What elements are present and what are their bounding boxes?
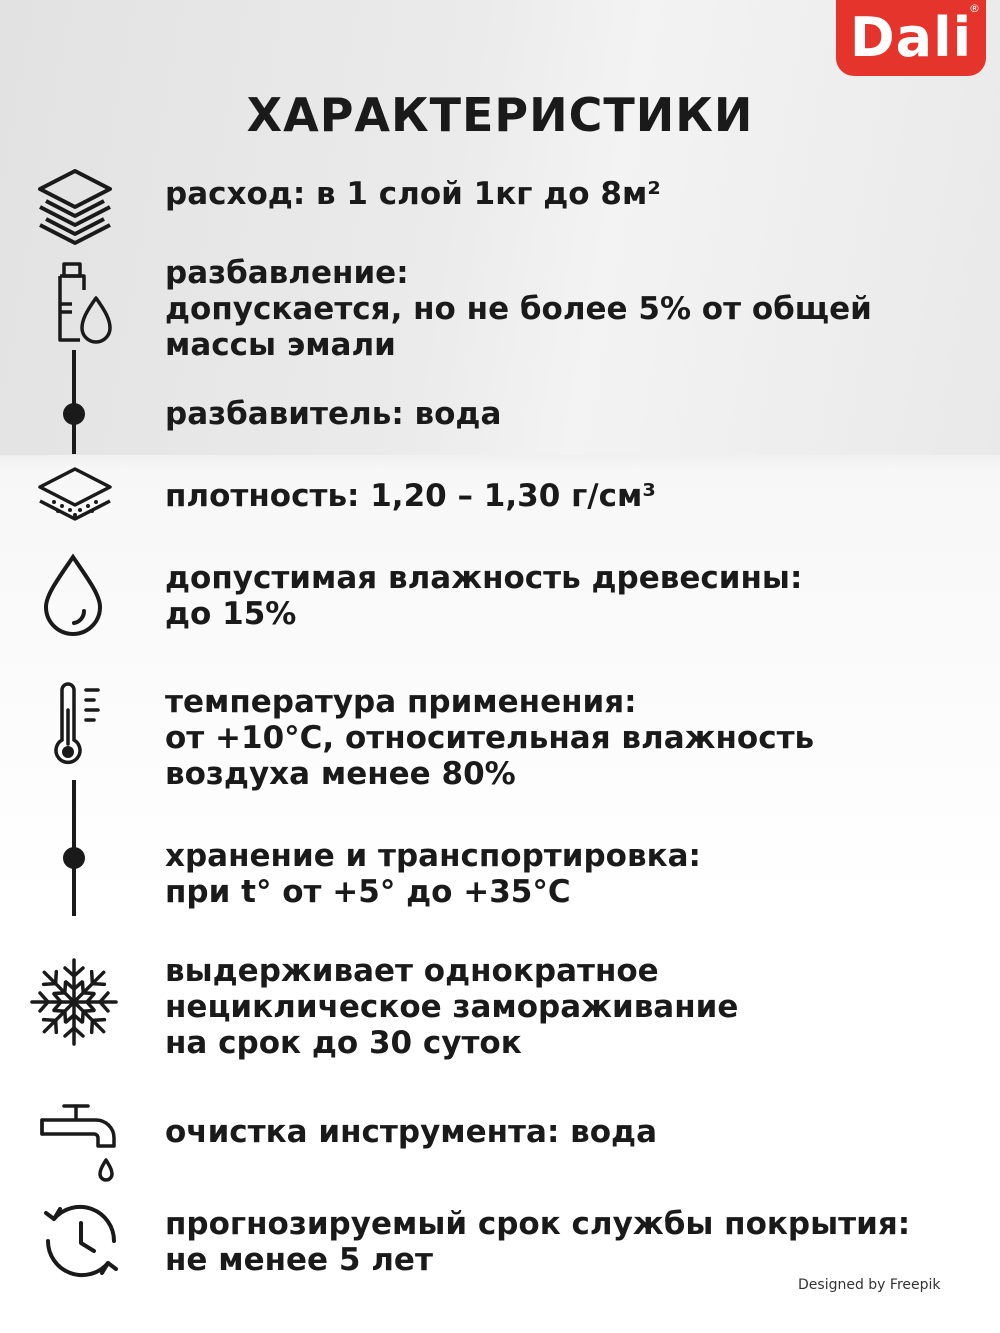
spec-line: хранение и транспортировка:: [165, 838, 701, 874]
spec-line: воздуха менее 80%: [165, 756, 516, 792]
spec-line: при t° от +5° до +35°C: [165, 874, 571, 910]
spec-line: допустимая влажность древесины:: [165, 560, 803, 596]
spec-line: на срок до 30 суток: [165, 1025, 522, 1061]
spec-line: плотность: 1,20 – 1,30 г/см³: [165, 478, 656, 514]
image-credit: Designed by Freepik: [798, 1277, 941, 1293]
spec-row-wood-moisture: [165, 560, 802, 632]
spec-row-thinner: [165, 396, 501, 432]
spec-row-tool-cleaning: [165, 1114, 657, 1150]
spec-line: очистка инструмента: вода: [165, 1114, 658, 1150]
spec-line: разбавитель: вода: [165, 396, 502, 432]
faucet-icon: [38, 1102, 120, 1186]
connector-line: [56, 350, 92, 454]
spec-line: разбавление:: [165, 255, 409, 291]
brand-logo: [836, 0, 986, 76]
spec-line: от +10°C, относительная влажность: [165, 720, 815, 756]
spec-row-storage: [165, 838, 701, 910]
spec-row-freezing: [165, 953, 738, 1061]
page-title: ХАРАКТЕРИСТИКИ: [246, 88, 754, 142]
snowflake-icon: [28, 956, 120, 1048]
density-layers-icon: [34, 465, 116, 535]
spec-line: температура применения:: [165, 684, 637, 720]
spec-row-dilution: [165, 255, 872, 363]
connector-line: [56, 780, 92, 916]
spec-line: массы эмали: [165, 327, 396, 363]
spec-line: выдерживает однократное: [165, 953, 659, 989]
spec-line: прогнозируемый срок службы покрытия:: [165, 1206, 911, 1242]
registered-mark: ®: [969, 2, 980, 15]
spec-row-density: [165, 478, 656, 514]
spec-line: до 15%: [165, 596, 297, 632]
bottle-drop-icon: [50, 260, 112, 346]
spec-row-service-life: [165, 1206, 910, 1278]
spec-row-application-temperature: [165, 684, 814, 792]
water-drop-icon: [40, 553, 106, 637]
spec-line: не менее 5 лет: [165, 1242, 433, 1278]
logo-text: Dali: [849, 6, 973, 69]
spec-row-consumption: [165, 176, 661, 212]
clock-cycle-icon: [40, 1197, 122, 1285]
spec-line: допускается, но не более 5% от общей: [165, 291, 872, 327]
spec-line: расход: в 1 слой 1кг до 8м²: [165, 176, 661, 212]
thermometer-icon: [48, 680, 110, 772]
layers-icon: [34, 165, 116, 247]
spec-line: нециклическое замораживание: [165, 989, 739, 1025]
